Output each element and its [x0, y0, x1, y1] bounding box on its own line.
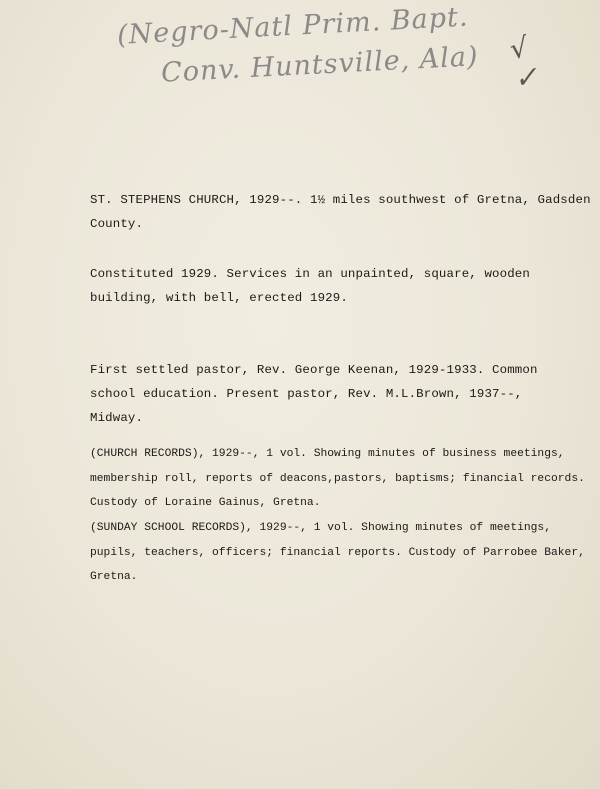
check-mark-icon: √ ✓	[507, 30, 540, 96]
text-line: ST. STEPHENS CHURCH, 1929--. 1½ miles southwest of Gretna, Gadsden	[90, 193, 591, 207]
pastors-paragraph	[90, 358, 580, 430]
text-line: (CHURCH RECORDS), 1929--, 1 vol. Showing minutes of business meetings,	[90, 448, 565, 460]
entry-title	[90, 188, 591, 236]
constituted-paragraph	[90, 262, 580, 310]
annotation-line-2: Conv. Huntsville, Ala)	[160, 41, 480, 89]
text-line: Constituted 1929. Services in an unpainted, square, wooden	[90, 267, 530, 281]
text-line: building, with bell, erected 1929.	[90, 291, 348, 305]
text-line: pupils, teachers, officers; financial reports. Custody of Parrobee Baker,	[90, 546, 585, 559]
annotation-line-1: (Negro-Natl Prim. Bapt.	[116, 1, 470, 51]
text-line: school education. Present pastor, Rev. M.L.Brown, 1937--,	[90, 387, 523, 401]
text-line: Custody of Loraine Gainus, Gretna.	[90, 497, 321, 509]
church-records-paragraph	[90, 442, 585, 516]
text-line: Midway.	[90, 411, 144, 425]
text-line: First settled pastor, Rev. George Keenan, 1929-1933. Common	[90, 363, 538, 377]
handwritten-annotation	[116, 0, 500, 96]
sunday-school-records-paragraph	[90, 516, 585, 590]
text-line: Gretna.	[90, 571, 138, 583]
text-line: (SUNDAY SCHOOL RECORDS), 1929--, 1 vol. Showing minutes of meetings,	[90, 522, 551, 534]
text-line: membership roll, reports of deacons,pastors, baptisms; financial records.	[90, 472, 585, 485]
text-line: County.	[90, 217, 144, 231]
